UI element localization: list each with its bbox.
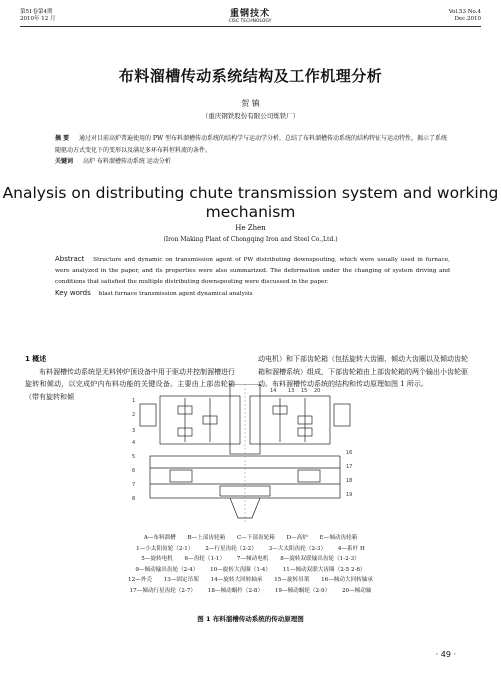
legend-item: 16—倾动大回转轴承 <box>321 577 373 583</box>
legend-item: 7—倾动电机 <box>236 556 269 562</box>
abstract-en-label: Abstract <box>55 255 85 263</box>
keywords-cn <box>55 156 450 168</box>
figure-caption: 图 1 布料溜槽传动系统的传动原理图 <box>197 615 304 623</box>
keywords-en-text: blast furnace transmission agent dynamical analysis <box>98 291 253 297</box>
abstract-en-paragraph <box>55 254 450 288</box>
callout-3: 3 <box>132 428 136 434</box>
legend-item: 14—旋转大回转轴承 <box>210 577 263 583</box>
header-date-cn: 2010年 12 月 <box>20 16 56 22</box>
journal-logo-en: CISC TECHNOLOGY <box>228 19 272 24</box>
callout-6: 6 <box>132 468 136 474</box>
legend-row <box>30 586 471 597</box>
callout-2: 2 <box>132 412 136 418</box>
upper-gearbox-left <box>160 396 240 444</box>
legend-item: 1—小太阳齿轮（2-1） <box>136 545 194 552</box>
callout-13: 13 <box>288 388 295 394</box>
tilt-motor <box>334 404 350 426</box>
page-number: · 49 · <box>435 650 456 659</box>
rotation-motor <box>140 404 156 426</box>
section-text-right: 动电机）和下部齿轮箱（包括旋转大齿圈、倾动大齿圈以及倾动齿轮箱和溜槽系统）组成，下部齿轮箱由上部齿轮箱的两个输出小齿轮驱动。布料溜槽传动系统的结构和传动原理如图 1 所示。 <box>258 355 468 389</box>
callout-20: 20 <box>314 388 321 394</box>
callout-18: 18 <box>346 478 353 484</box>
journal-logo <box>200 9 300 25</box>
header-issue-cn: 第51卷第4期 <box>20 9 53 15</box>
legend-item: 11—倾动双联大齿圈（2-5 2-6） <box>282 566 366 573</box>
legend-item: 8—旋转双联输出齿轮（1-2-3） <box>280 556 360 562</box>
center-column <box>230 384 260 454</box>
legend-item: 12—外壳 <box>128 577 152 583</box>
keywords-en <box>55 288 450 300</box>
header-volume-info <box>449 9 481 23</box>
legend-row <box>30 554 471 565</box>
upper-gearbox-right <box>250 396 330 444</box>
legend-item: B—上部齿轮箱 <box>187 535 226 541</box>
legend-item: 17—倾动行星齿轮（2-7） <box>129 587 197 594</box>
abstract-cn <box>55 133 450 168</box>
legend-row <box>30 575 471 586</box>
legend-item: 2—行星齿轮（2-2） <box>205 545 257 552</box>
author-en: He Zhen <box>235 224 266 232</box>
legend-item: 3—大太阳齿轮（2-3） <box>268 545 327 552</box>
legend-item: E—倾动齿轮箱 <box>319 535 358 541</box>
abstract-cn-label: 摘 要 <box>55 135 70 142</box>
legend-item: C—下部齿轮箱 <box>236 535 275 541</box>
legend-item: 4—系杆 H <box>337 545 365 552</box>
section-heading: 1 概述 <box>25 355 47 363</box>
abstract-en <box>55 254 450 300</box>
callout-1: 1 <box>132 398 136 404</box>
affiliation-en: (Iron Making Plant of Chongqing Iron and Steel Co.,Ltd.) <box>163 236 338 243</box>
legend-item: A—布料溜槽 <box>143 535 176 541</box>
journal-logo-text: 重钢技术 <box>229 9 270 19</box>
legend-item: 5—旋转电机 <box>141 556 173 562</box>
header-issue-info <box>20 9 56 23</box>
abstract-cn-paragraph <box>55 133 450 156</box>
title-cn: 布料溜槽传动系统结构及工作机理分析 <box>118 67 383 85</box>
header-divider <box>20 26 481 27</box>
legend-row <box>30 544 471 555</box>
legend-item: 19—倾动蜗轮（2-9） <box>274 587 331 594</box>
legend-row <box>30 565 471 576</box>
legend-item: 6—齿轮（1-1） <box>184 556 226 562</box>
callout-14: 14 <box>270 388 277 394</box>
legend-item: 13—固定吊架 <box>163 577 199 583</box>
section-text-left: 布料溜槽传动系统是无料钟炉顶设备中用于驱动并控制溜槽进行旋转和倾动，以完成炉内布料功能的关键设备。主要由上部齿轮箱（带有旋转和倾 <box>25 367 235 401</box>
figure-legend <box>30 533 471 596</box>
legend-item: 20—倾动轴 <box>341 587 372 594</box>
callout-4: 4 <box>132 440 136 446</box>
callout-16: 16 <box>346 450 353 456</box>
author-cn: 贺 镇 <box>241 99 260 108</box>
transmission-schematic <box>130 384 360 524</box>
keywords-cn-label: 关键词 <box>55 158 74 165</box>
keywords-en-label: Key words <box>55 289 91 297</box>
header-vol-en: Vol.53 No.4 <box>448 9 481 15</box>
callout-8: 8 <box>132 496 136 502</box>
callout-17: 17 <box>346 464 353 470</box>
legend-item: 15—旋转吊架 <box>274 577 310 583</box>
legend-item: D—高炉 <box>286 535 308 541</box>
abstract-en-text: Structure and dynamic on transmission agent of PW distributing downspouting, which were usually used in furnace, were analyzed in the paper, and its properties were also summarized. The deformation under the changing of system driving and conditions that satisfied the multiple distributing downspouting were discussed in the paper. <box>55 257 450 285</box>
header-date-en: Dec.2010 <box>454 16 481 22</box>
callout-5: 5 <box>132 454 136 460</box>
callout-19: 19 <box>346 492 353 498</box>
legend-row <box>30 533 471 544</box>
legend-item: 10—旋转大齿圈（1-4） <box>210 566 271 573</box>
keywords-cn-text: 高炉 布料溜槽传动系统 运动分析 <box>82 158 171 165</box>
callout-15: 15 <box>301 388 308 394</box>
abstract-cn-text: 通过对目前高炉普遍使用的 PW 型布料溜槽传动系统的结构学与运动学分析，总结了布料溜槽传动系统的结构特征与运动特性，揭示了系统随驱动方式变化下的变形以及满足多环布料恒料流的条件。 <box>55 135 448 154</box>
legend-item: 9—倾动输出齿轮（2-4） <box>135 566 199 573</box>
callout-7: 7 <box>132 482 136 488</box>
affiliation-cn: （重庆钢铁股份有限公司炼铁厂） <box>201 112 300 120</box>
legend-item: 18—倾动蜗杆（2-8） <box>207 587 264 594</box>
title-en: Analysis on distributing chute transmission system and working mechanism <box>2 184 499 221</box>
